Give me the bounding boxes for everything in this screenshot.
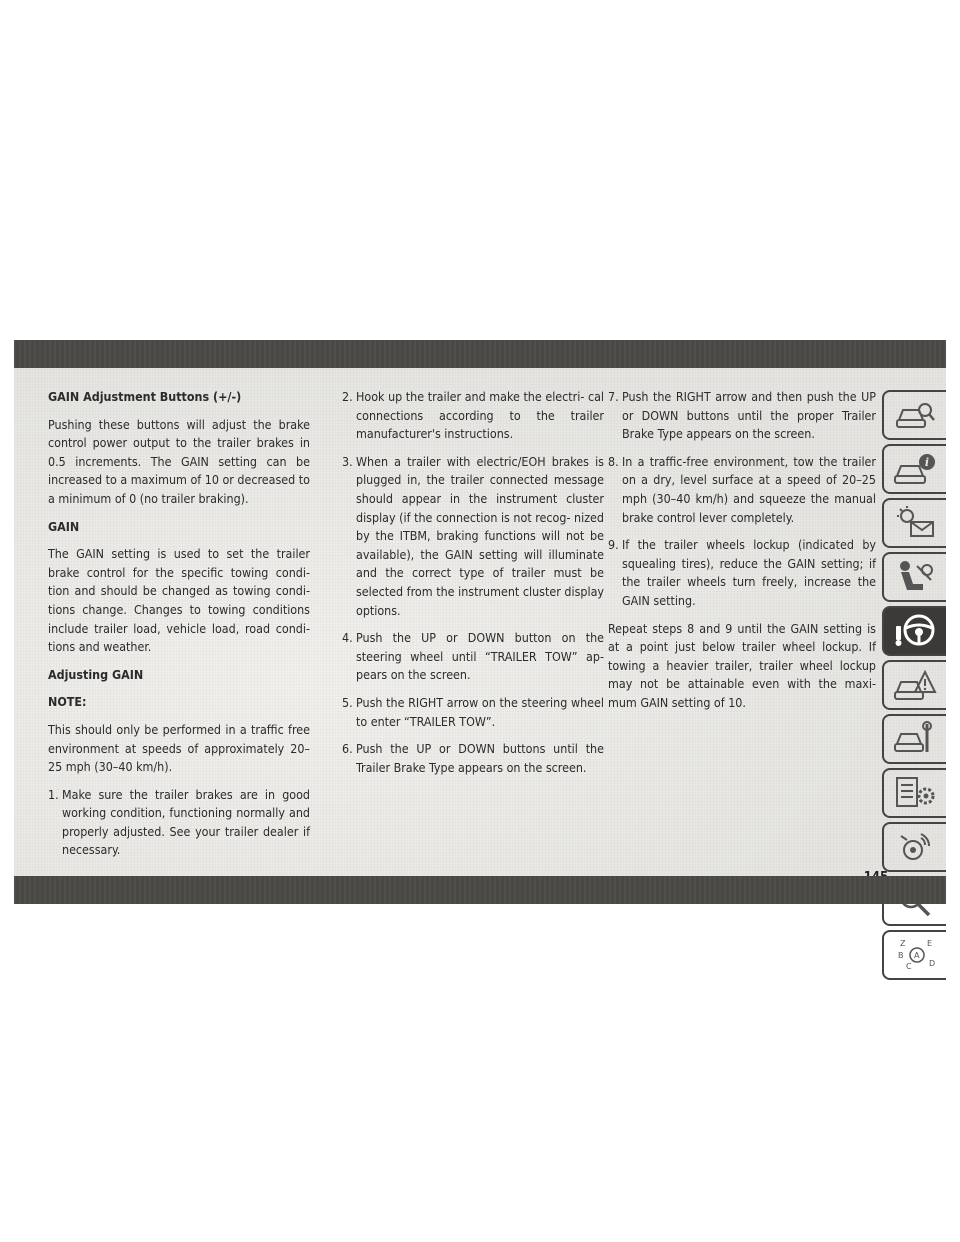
column-3 (608, 388, 876, 722)
list-item: 5. Push the RIGHT arrow on the steering wheel to enter “TRAILER TOW”. (342, 694, 604, 729)
list-item: 2. Hook up the trailer and make the electri- cal connections according to the trailer manufacturer's instructions. (342, 389, 604, 442)
svg-text:D: D (929, 959, 936, 968)
key-steering-wheel-icon (893, 612, 937, 650)
tab-safety[interactable] (882, 552, 946, 602)
list-item: 3. When a trailer with electric/EOH brakes is plugged in, the trailer connected message should appear in the instrument cluster display (if the connection is not recog- nized by the ITBM, braking functions will not be available), the GAIN setting will illuminate and the correct type of trailer must be selected from the instrument cluster display options. (342, 453, 604, 618)
list-item: 6. Push the UP or DOWN buttons until the Trailer Brake Type appears on the screen. (342, 741, 604, 775)
svg-text:A: A (914, 951, 920, 960)
adjusting-gain-heading: Adjusting GAIN (48, 666, 144, 682)
list-item: 8. In a traffic-free environment, tow the trailer on a dry, level surface at a speed of 20–25 mph (30–40 km/h) and squeeze the manual brake control lever completely. (608, 453, 876, 525)
car-info-icon (893, 450, 937, 488)
svg-text:Z: Z (900, 939, 906, 948)
seat-airbag-icon (893, 558, 937, 596)
svg-text:B: B (898, 951, 904, 960)
gain-adjustment-heading: GAIN Adjustment Buttons (+/-) (48, 389, 242, 404)
svg-text:C: C (906, 962, 912, 971)
tab-starting-and-operating[interactable] (882, 606, 946, 656)
tab-getting-to-know-vehicle[interactable] (882, 390, 946, 440)
steps-list-col2 (342, 388, 604, 777)
gain-adjustment-body: Pushing these buttons will adjust the brake control power output to the trailer brakes in 0.5 increments. The GAIN setting can be increased to a maximum of 10 or decreased to a minimum of 0 (no trailer braking). (48, 416, 310, 506)
svg-text:E: E (927, 939, 933, 948)
list-item: 1. Make sure the trailer brakes are in good working condition, functioning normally and properly adjusted. See your trailer dealer if necessary. (48, 786, 310, 858)
column-1 (48, 388, 310, 869)
specifications-list-gear-icon (893, 774, 937, 812)
tab-technical-specifications[interactable] (882, 768, 946, 818)
gain-body: The GAIN setting is used to set the trailer brake control for the specific towing condi- tion and should be changed as towing condi- tions change. Changes to towing conditions include trailer load, vehicle load, road condi- tions and weather. (48, 546, 310, 655)
list-item: 7. Push the RIGHT arrow and then push the UP or DOWN buttons until the proper Trailer Brake Type appears on the screen. (608, 389, 876, 442)
steps-list-col3 (608, 388, 876, 611)
repeat-steps-body: Repeat steps 8 and 9 until the GAIN setting is at a point just below trailer wheel lockup. If towing a heavier trailer, trailer wheel lockup may not be attainable even with the maxi- mum GAIN setting of 10. (608, 620, 876, 710)
gain-heading: GAIN (48, 518, 80, 534)
tab-warning-lights-messages[interactable] (882, 498, 946, 548)
column-2 (342, 388, 604, 786)
car-warning-triangle-icon (893, 666, 937, 704)
svg-text:i: i (924, 456, 930, 469)
list-item: 4. Push the UP or DOWN button on the steering wheel until “TRAILER TOW” ap- pears on the screen. (342, 630, 604, 683)
note-body: This should only be performed in a traffic free environment at speeds of approximately 20– 25 mph (30–40 km/h). (48, 721, 310, 775)
car-search-icon (893, 396, 937, 434)
manual-page (14, 340, 946, 971)
top-band (14, 340, 946, 368)
tab-servicing-and-maintenance[interactable] (882, 714, 946, 764)
tab-multimedia[interactable] (882, 822, 946, 872)
note-label: NOTE: (48, 694, 87, 710)
tab-vehicle-info[interactable] (882, 444, 946, 494)
tab-in-case-of-emergency[interactable] (882, 660, 946, 710)
list-item: 9. If the trailer wheels lockup (indicated by squealing tires), reduce the GAIN setting; if the trailer wheels turn freely, increase the GAIN setting. (608, 537, 876, 608)
multimedia-icon (893, 828, 937, 866)
bottom-band (14, 876, 946, 904)
steps-list-col1 (48, 786, 310, 860)
warning-light-message-icon (893, 504, 937, 542)
car-wrench-icon (893, 720, 937, 758)
alphabet-index-icon (893, 936, 937, 974)
tab-index[interactable] (882, 930, 946, 980)
